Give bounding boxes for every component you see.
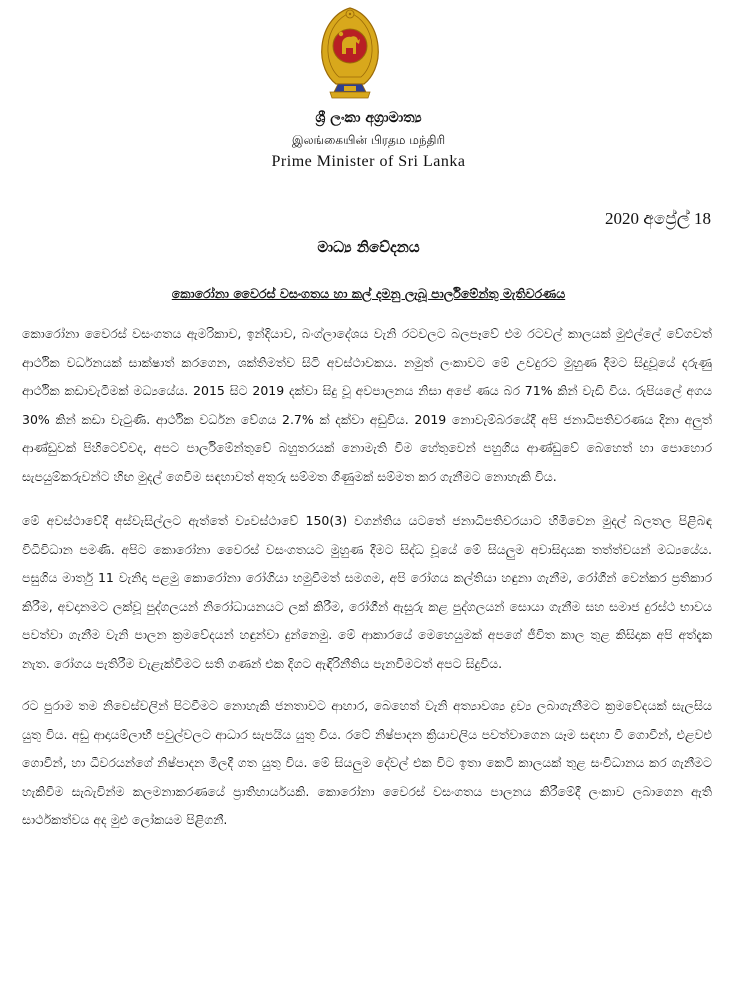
release-body	[22, 320, 712, 849]
paragraph: රට පුරාම තම නිවෙස්වලින් පිටවීමට නොහැකි ජනතාවට ආහාර, බෙහෙත් වැනි අත්‍යාවශ්‍ය ද්‍රව්‍ය ලබාගැනීමට ක්‍රමවේදයක් සැලසිය යුතු විය. අඩු ආදායම්ලාභී පවුල්වලට ආධාර සැපයිය යුතු විය. රටේ නිෂ්පාදන ක්‍රියාවලිය පවත්වාගෙන යෑම සඳහා වී ගොවීන්, එළවළු ගොවීන්, හා ධීවරයන්ගේ නිෂ්පාදන මිලදී ගත යුතු විය. මේ සියලුම දේවල් එක විට ඉතා කෙටි කාලයක් තුළ සංවිධානය කර ගැනීමට හැකිවීම සැබැවින්ම කලමනාකරණයේ ප්‍රාතිහාර්යයකි. කොරෝනා වෛරස් වසංගතය පාලනය කිරීමේදී ලංකාව ලබාගෙන ඇති සාර්ථකත්වය අද මුළු ලෝකයම පිළිගනී.	[22, 698, 712, 827]
release-title: මාධ්‍ය නිවේදනය	[317, 238, 420, 256]
sri-lanka-emblem-icon	[318, 6, 382, 102]
letterhead-title-english: Prime Minister of Sri Lanka	[271, 153, 466, 170]
paragraph: කොරෝනා වෛරස් වසංගතය ඇමරිකාව, ඉන්දියාව, බංග්ලාදේශය වැනි රටවලට බලපෑවේ එම රටවල් කාලයක් මුළුල්ලේ වේගවත් ආර්ථික වර්ධනයක් සාක්ෂාත් කරගෙන, ශක්තිමත්ව සිටි අවස්ථාවකය. නමුත් ලංකාවට මේ උවදුරට මුහුණ දීමට සිදුවූයේ දරුණු ආර්ථික කඩාවැටීමක් මධ්‍යයේය. 2015 සිට 2019 දක්වා සිදු වූ අවපාලනය නිසා අපේ ණය බර 71% කින් වැඩි විය. රුපියලේ අගය 30% කින් කඩා වැටුණි. ආර්ථික වර්ධන වේගය 2.7% ක් දක්වා අඩුවිය. 2019 නොවැම්බරයේදී අපි ජනාධිපතිවරණය දිනා අලුත් ආණ්ඩුවක් පිහිටෙව්වද, අපට පාර්ලිමේන්තුවේ බහුතරයක් නොමැති වීම හේතුවෙන් පහුගිය ආණ්ඩුවේ බෙහෙත් හා පොහොර සැපයුම්කරුවන්ට හිඟ මුදල් ගෙවීම සඳහාවත් අතුරු සම්මත ගිණුමක් සම්මත කර ගැනීමට නොහැකි විය.	[22, 326, 712, 484]
subject-heading: කොරෝනා වෛරස් වසංගතය හා කල් දමනු ලැබූ පාර්ලිමේන්තු මැතිවරණය	[171, 286, 566, 301]
letterhead	[0, 108, 737, 172]
release-date: 2020 අප්‍රේල් 18	[604, 209, 711, 228]
letterhead-title-sinhala: ශ්‍රී ලංකා අග්‍රාමාත්‍ය	[315, 110, 422, 126]
paragraph: මේ අවස්ථාවේදී අස්වැසිල්ලට ඇත්තේ ව්‍යවස්ථාවේ 150(3) වගන්තිය යටතේ ජනාධිපතිවරයාට හිමිවෙන මුදල් බලතල පිළිබඳ විධිවිධාන පමණි. අපිට කොරෝනා වෛරස් වසංගතයට මුහුණ දීමට සිද්ධ වූයේ මේ සියලුම අවාසිදායක තත්ත්වයන් මධ්‍යයේය. පසුගිය මාර්තු 11 වැනිදා පළමු කොරෝනා රෝගියා හමුවීමත් සමගම, අපි රෝගය කල්තියා හඳුනා ගැනීම, රෝගීන් වෙන්කර ප්‍රතිකාර කිරීම, අවදානමට ලක්වූ පුද්ගලයන් නිරෝධායනයට ලක් කිරීම, රෝගීන් ඇසුරු කළ පුද්ගලයන් සොයා ගැනීම සහ සමාජ දුරස්ථ භාවය පවත්වා ගැනීම වැනි පාලන ක්‍රමවේදයන් හඳුන්වා දුන්නෙමු. මේ ආකාරයේ මෙහෙයුමක් අපගේ ජීවිත කාල තුළ කිසිදාක අපි අත්දැක නැත. රෝගය පැතිරීම වැළැක්වීමට සති ගණන් එක දිගට ඇඳිරිනීතිය පැනවීමටත් අපට සිදුවිය.	[22, 513, 712, 671]
letterhead-title-tamil: இலங்கையின் பிரதம மந்திரி	[291, 133, 446, 147]
